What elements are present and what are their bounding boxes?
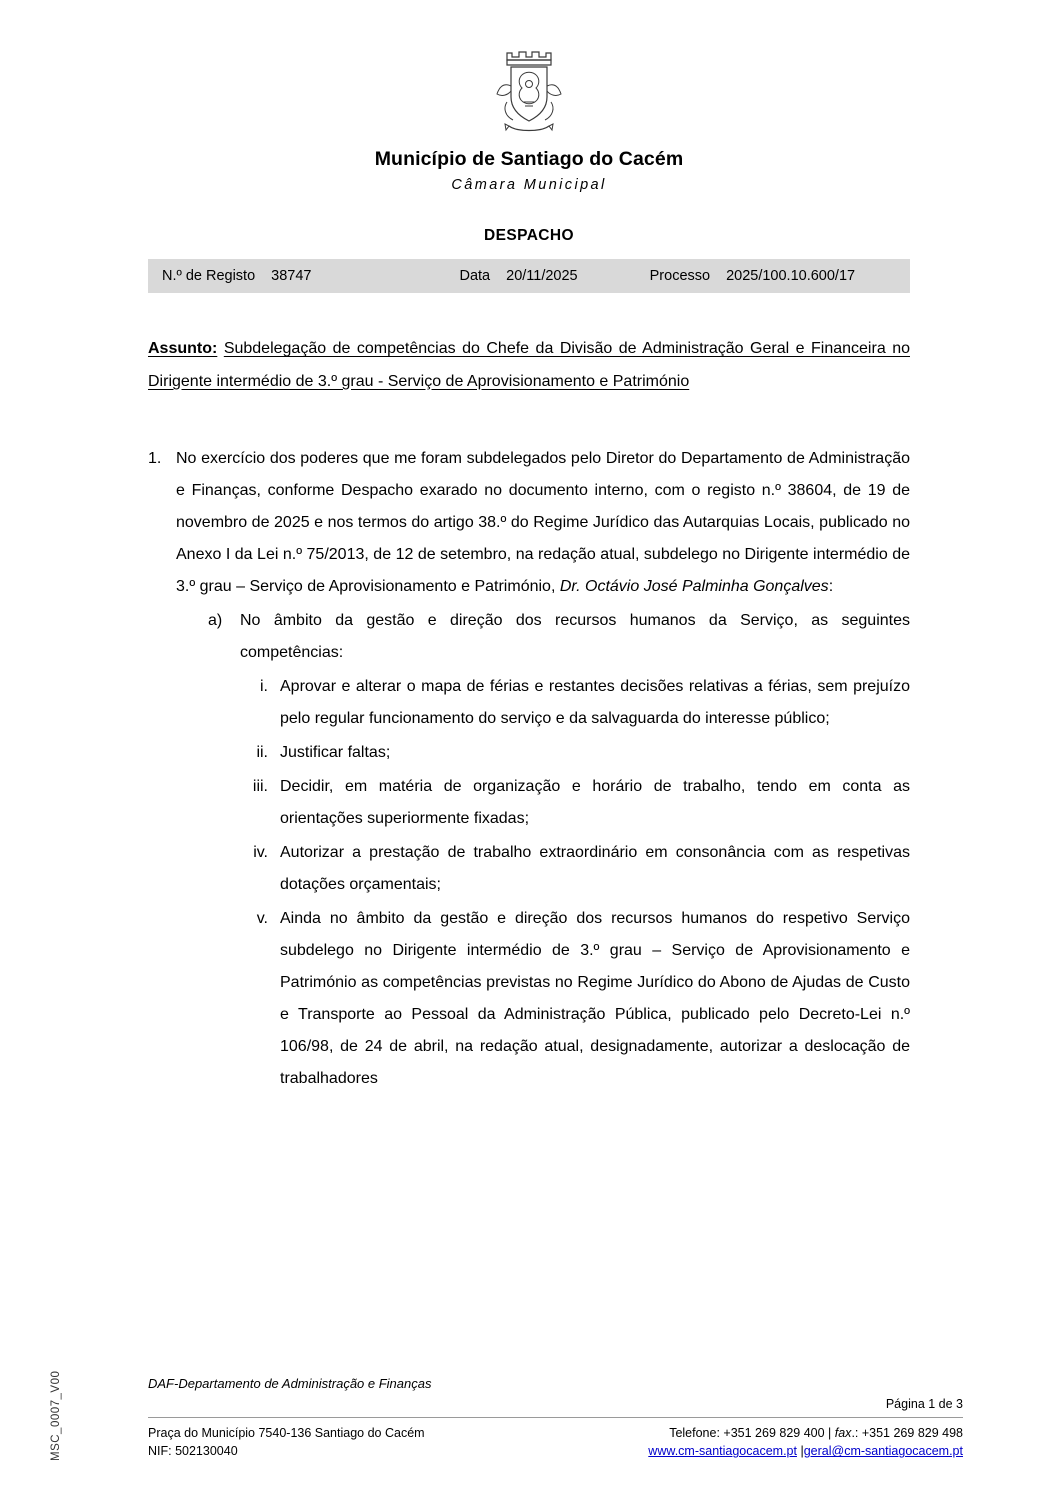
list-item-1-number: 1. [148,449,162,467]
organization-subtitle: Câmara Municipal [451,177,607,193]
list-item-v [246,903,910,1095]
subject-label: Assunto: [148,340,218,357]
list-item-ii-number: ii. [256,743,268,761]
list-item-iv-number: iv. [253,843,268,861]
footer-address-line2: NIF: 502130040 [148,1444,238,1459]
registry-date-label: Data [459,268,491,284]
footer-fax-value: .: +351 269 829 498 [851,1425,963,1440]
list-item-iii-text: Decidir, em matéria de organização e horário de trabalho, tendo em conta as orientações superiormente fixadas; [280,777,910,827]
footer-contacts [648,1424,963,1462]
registry-date-field [459,268,577,284]
coat-of-arms-icon [481,40,577,140]
list-item-1-text-part2: : [828,577,834,595]
footer-fax-label: fax [834,1425,852,1440]
crest-container [0,0,1058,140]
list-item-iv [246,837,910,901]
footer-department: DAF-Departamento de Administração e Finanças [148,1375,432,1391]
footer-web-line [648,1442,963,1461]
registry-process-label: Processo [649,268,711,284]
list-item-i-number: i. [260,677,268,695]
list-item-a-text: No âmbito da gestão e direção dos recursos humanos da Serviço, as seguintes competências: [240,611,910,661]
list-item-1 [148,443,910,603]
list-item-v-number: v. [256,909,268,927]
page-footer [148,1376,963,1462]
list-item-i-text: Aprovar e alterar o mapa de férias e restantes decisões relativas a férias, sem prejuízo pelo regular funcionamento do serviço e da salvaguarda do interesse público; [280,677,910,727]
organization-name: Município de Santiago do Cacém [374,148,684,170]
list-item-a [208,605,910,669]
registry-process-field [650,268,855,284]
footer-phone-line [648,1424,963,1443]
footer-phone: Telefone: +351 269 829 400 | [669,1425,835,1440]
delegate-name: Dr. Octávio José Palminha Gonçalves [559,577,829,595]
list-item-ii [246,737,910,769]
document-type-title: DESPACHO [484,227,574,244]
list-item-i [246,671,910,735]
footer-divider [148,1417,963,1418]
registry-date-value: 20/11/2025 [506,268,578,284]
list-item-iv-text: Autorizar a prestação de trabalho extraordinário em consonância com as respetivas dotações orçamentais; [280,843,910,893]
document-body [148,443,910,1095]
registry-number-field [162,268,311,284]
subject-block [148,333,910,399]
footer-columns [148,1424,963,1462]
subject-text: Subdelegação de competências do Chefe da Divisão de Administração Geral e Financeira no Dirigente intermédio de 3.º grau - Serviço de Aprovisionamento e Património [148,340,910,390]
registry-bar [148,259,910,293]
footer-website-link[interactable]: www.cm-santiagocacem.pt [648,1444,797,1459]
list-item-iii [246,771,910,835]
form-code: MSC_0007_V00 [50,1370,62,1461]
list-item-iii-number: iii. [252,777,268,795]
registry-number-label: N.º de Registo [162,268,256,284]
registry-number-value: 38747 [271,268,312,284]
list-item-1-text-part1: No exercício dos poderes que me foram subdelegados pelo Diretor do Departamento de Administração e Finanças, conforme Despacho exarado no documento interno, com o registo n.º 38604, de 19 de novembro de 2025 e nos termos do artigo 38.º do Regime Jurídico das Autarquias Locais, publicado no Anexo I da Lei n.º 75/2013, de 12 de setembro, na redação atual, subdelego no Dirigente intermédio de 3.º grau – Serviço de Aprovisionamento e Património, [176,449,910,595]
footer-email-link[interactable]: geral@cm-santiagocacem.pt [803,1444,963,1459]
footer-address-line1: Praça do Município 7540-136 Santiago do Cacém [148,1425,425,1440]
list-item-a-number: a) [208,611,223,629]
list-item-v-text: Ainda no âmbito da gestão e direção dos recursos humanos do respetivo Serviço subdelego no Dirigente intermédio de 3.º grau – Serviço de Aprovisionamento e Património as competências previstas no Regime Jurídico do Abono de Ajudas de Custo e Transporte ao Pessoal da Administração Pública, publicado pelo Decreto-Lei n.º 106/98, de 24 de abril, na redação atual, designadamente, autorizar a deslocação de trabalhadores [280,909,910,1087]
list-item-ii-text: Justificar faltas; [280,743,391,761]
footer-link-separator: | [796,1444,804,1459]
registry-process-value: 2025/100.10.600/17 [726,268,856,284]
footer-page-number: Página 1 de 3 [885,1396,963,1411]
footer-address [148,1424,425,1462]
list-item-1-text [176,443,910,603]
